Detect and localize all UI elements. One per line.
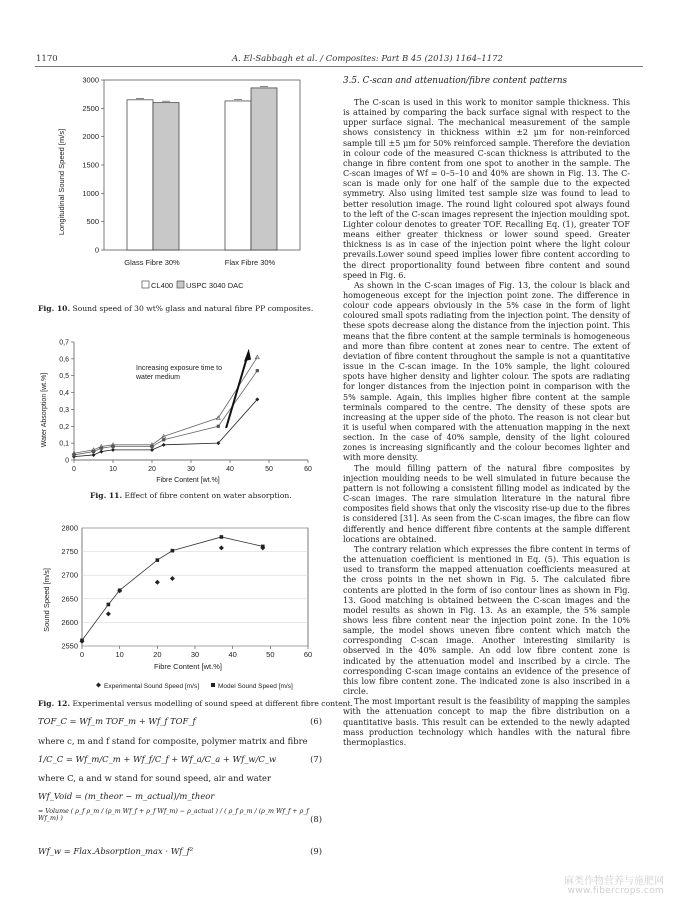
fig10-ytick-0: 0 [94,245,99,255]
fig11-ylabel: Water Absorption [wt.%] [41,372,48,448]
equation-9-body: Wf_w = Flax.Absorption_max · Wf_f² [38,846,194,856]
fig11-caption-label: Fig. 11. [90,491,123,500]
fig11-xtick-0: 0 [72,466,76,473]
fig12-exp-point [155,580,160,585]
fig11-point [150,448,154,452]
fig12-model-point [220,535,224,539]
fig12-model-line [82,537,263,640]
equation-7-where: where C, a and w stand for sound speed, air and water [38,773,271,783]
fig10-bar [153,103,179,250]
fig11-xtick-1: 10 [109,466,117,473]
fig12-legend-marker-model [211,683,215,687]
body-text [343,98,630,748]
fig10-ytick-4: 2000 [82,132,99,142]
fig11-chart [38,338,328,488]
fig11-point [111,448,115,452]
fig12-model-point [107,603,111,607]
fig11-xtick-2: 20 [148,466,156,473]
fig12-legend-model: Model Sound Speed [m/s] [218,683,293,690]
paragraph-2: As shown in the C-scan images of Fig. 13, the colour is black and homogeneous except for the injection point zone. The difference in colour code appears obviously in the 5% case in the form of light coloured small spots radiating from the injection point. The density of these spots decrease along the distance from the injection point. This means that the fibre content at the sample terminals is homogeneous and more than fibre content at zones near to centre. The extent of deviation of fibre content throughout the sample is not a quantitative issue in the C-scan image. In the 10% sample, the light coloured spots have higher density and lighter colour. The spots are radiating for longer distances from the injection point in comparison with the 5% sample. Again, this implies higher fibre content at the sample terminals compared to the centre. The density of these spots are increasing at the upper side of the photo. The reason is not clear but it is useful when compared with the attenuation mapping in the next section. In the case of 40% sample, density of the light coloured zones is increasing significantly and the colour becomes lighter and with more density. [343,280,630,463]
header-rule [35,66,643,67]
equation-6-body: TOF_C = Wf_m TOF_m + Wf_f TOF_f [38,716,196,726]
fig12-exp-point [219,545,224,550]
fig11-arrow-head [244,349,251,362]
paragraph-1: The C-scan is used in this work to monitor sample thickness. This is attained by comparing the back surface signal with respect to the upper surface signal. The mechanical measurement of the sample shows consistency in thickness within ±2 μm for non-reinforced sample till ±5 μm for 50% reinforced sample. Therefore the deviation in colour code of the measured C-scan thickness is attributed to the change in fibre content from one spot to another in the sample. The C-scan images of Wf = 0–5–10 and 40% are shown in Fig. 13. The C-scan is made only for one half of the sample due to the expected symmetry. Also using limited test sample size was found to lead to better resolution image. The round light coloured spot always found to the left of the C-scan images represent the injection moulding spot. Lighter colour denotes to greater TOF. Recalling Eq. (1), greater TOF means either greater thickness or lower sound speed. Greater thickness is as in case of the injection point where the light colour prevails.Lower sound speed implies lower fibre content according to the direct proportionality found between fibre content and sound speed in Fig. 6. [343,98,630,280]
fig12-xtick-3: 30 [190,650,200,659]
fig11-ytick-1: 0,1 [59,440,69,448]
fig10-bar [225,101,251,250]
fig10-chart [38,70,328,300]
fig10-ytick-3: 1500 [82,160,99,170]
fig11-point [162,443,166,447]
equation-7-number: (7) [310,754,322,764]
paragraph-3: The mould filling pattern of the natural fibre composites by injection moulding needs to be well simulated in future because the pattern is not following a consistent filling model as indicated by the C-scan images. The rare simulation literature in the natural fibre composites field shows that only the viscosity rise-up due to the fibres is considered [31]. As seen from the C-scan images, the fibre can flow differently and hence different fibre contents at the sample different locations are obtained. [343,463,630,544]
fig10-ylabel: Longitudinal Sound Speed [m/s] [57,128,66,236]
watermark-cn: 麻类作物营养与施肥网 [564,876,664,887]
fig12-legend-marker-exp [96,683,101,688]
fig12-xtick-1: 10 [115,650,124,659]
fig10-xtick-0: Glass Fibre 30% [124,258,180,267]
fig12-xlabel: Fibre Content [wt.%] [154,662,222,671]
fig10-ytick-6: 3000 [82,75,99,85]
fig10-bar [251,88,277,250]
fig11-caption [90,491,292,501]
fig12-exp-point [170,576,175,581]
fig10-legend-uspc: USPC 3040 DAC [186,281,244,290]
fig12-ytick-1: 2600 [61,617,78,627]
fig11-ytick-6: 0,6 [59,356,69,364]
fig11-ytick-3: 0,3 [59,406,69,414]
fig11-point [162,438,165,441]
equation-7 [38,754,322,764]
fig10-xtick-1: Flax Fibre 30% [224,258,276,267]
fig12-exp-point [106,611,111,616]
fig12-ytick-2: 2650 [61,594,78,604]
fig11-point [99,450,103,454]
fig11-ytick-0: 0 [65,457,69,465]
fig12-xtick-5: 50 [266,650,275,659]
fig12-ytick-4: 2750 [61,547,78,557]
paragraph-4: The contrary relation which expresses the fibre content in terms of the attenuation coefficient is mentioned in Eq. (5). This equation is used to transform the mapped attenuation coefficients measured at the cross points in the net shown in Fig. 5. The calculated fibre contents are plotted in the form of iso contour lines as shown in Fig. 13. Good matching is obtained between the C-scan images and the model results as shown in Fig. 13. As an example, the 5% sample shows less fibre content near the injection point zone. In the 10% sample, the model shows uneven fibre content which match the corresponding C-scan image. Another interesting similarity is observed in the 40% sample. An odd low fibre content zone is indicated by the attenuation model and inscribed by a circle. The corresponding C-scan image contains an evidence of the presence of this low fibre content zone. The indicated zone is also inscribed in a circle. [343,544,630,697]
fig11-ytick-4: 0,4 [59,390,69,398]
fig12-legend-exp: Experimental Sound Speed [m/s] [104,683,200,690]
fig11-point [92,453,96,457]
fig10-ytick-1: 500 [86,217,99,227]
fig11-point [255,355,259,359]
page-number: 1170 [36,54,58,64]
fig12-chart [38,520,328,695]
fig10-caption [38,304,313,314]
fig12-model-point [171,549,175,553]
paragraph-5: The most important result is the feasibility of mapping the samples with the attenuation concept to map the fibre distribution on a quantitative basis. This result can be extended to the newly adapted mass production technology which handles with the natural fibre thermoplastics. [343,697,630,747]
fig12-ytick-3: 2700 [61,570,78,580]
equation-6-where: where c, m and f stand for composite, polymer matrix and fibre [38,736,308,746]
fig10-legend-swatch-cl400 [142,281,149,288]
equation-6 [38,716,322,726]
fig11-xlabel: Fibre Content [wt.%] [156,477,220,484]
equation-8-line1-body: Wf_Void = (m_theor − m_actual)/m_theor [38,791,215,801]
equation-6-number: (6) [310,716,322,726]
equation-8-line1 [38,791,322,801]
fig12-xtick-6: 60 [303,650,313,659]
fig11-ytick-2: 0,2 [59,423,69,431]
running-title: A. El-Sabbagh et al. / Composites: Part B 45 (2013) 1164–1172 [232,54,503,64]
fig10-bar [127,100,153,250]
fig10-ytick-2: 1000 [82,188,99,198]
fig12-ytick-0: 2550 [61,641,78,651]
watermark-url: www.fibercrops.com [567,886,664,896]
fig12-plot-frame [82,528,308,646]
fig11-xtick-5: 50 [265,466,273,473]
fig11-xtick-3: 30 [187,466,195,473]
fig12-caption-text: Experimental versus modelling of sound speed at different fibre content. [72,699,353,708]
fig10-legend-swatch-uspc [177,281,184,288]
fig10-caption-text: Sound speed of 30 wt% glass and natural fibre PP composites. [72,304,314,313]
fig11-point [217,425,220,428]
fig12-xtick-0: 0 [79,650,85,659]
fig11-annotation: Increasing exposure time to water medium [136,365,222,381]
fig12-xtick-4: 40 [228,650,237,659]
fig12-xtick-2: 20 [153,650,162,659]
fig10-legend-cl400: CL400 [151,281,174,290]
fig12-caption-label: Fig. 12. [38,699,71,708]
fig11-xtick-6: 60 [304,466,312,473]
fig11-point [256,369,259,372]
equation-8 [38,808,322,822]
equation-7-body: 1/C_C = Wf_m/C_m + Wf_f/C_f + Wf_a/C_a + Wf_w/C_w [38,754,277,764]
equation-9 [38,846,322,856]
fig12-ytick-5: 2800 [61,523,78,533]
equation-8-number: (8) [310,814,322,824]
fig11-ytick-7: 0,7 [59,339,69,347]
equation-8-body: = Volume ( ρ_f ρ_m / (ρ_m Wf_f + ρ_f Wf_m) − ρ_actual ) / ( ρ_f ρ_m / (ρ_m Wf_f + ρ_f Wf_m) ) [38,808,309,822]
fig10-caption-label: Fig. 10. [38,304,71,313]
equation-9-number: (9) [310,846,322,856]
fig11-arrow-shaft [226,355,247,427]
fig12-ylabel: Sound Speed [m/s] [42,568,51,632]
fig11-caption-text: Effect of fibre content on water absorption. [124,491,292,500]
section-title: 3.5. C-scan and attenuation/fibre content patterns [343,76,568,86]
fig11-ytick-5: 0,5 [59,373,69,381]
fig10-ytick-5: 2500 [82,103,99,113]
fig12-model-point [156,558,160,562]
fig11-xtick-4: 40 [226,466,234,473]
fig12-caption [38,699,353,709]
